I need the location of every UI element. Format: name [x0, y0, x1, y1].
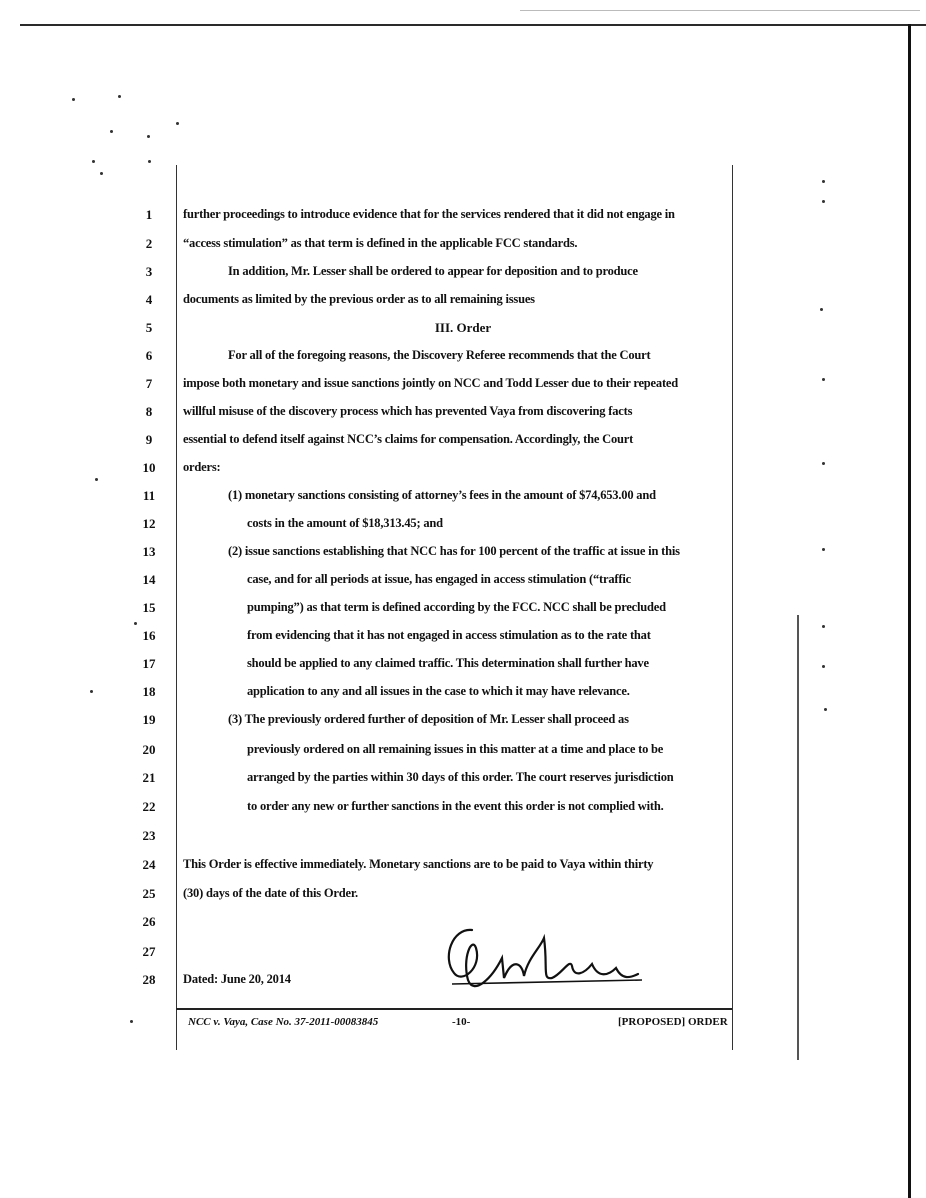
- scan-speck: [820, 308, 823, 311]
- body-line: For all of the foregoing reasons, the Discovery Referee recommends that the Court: [228, 348, 651, 362]
- line-number: 22: [142, 799, 156, 814]
- scan-speck: [176, 122, 179, 125]
- scan-right-border: [908, 24, 911, 1198]
- scan-speck: [110, 130, 113, 133]
- body-line: application to any and all issues in the case to which it may have relevance.: [247, 684, 630, 698]
- body-line: to order any new or further sanctions in the event this order is not complied with.: [247, 799, 664, 813]
- scan-speck: [822, 462, 825, 465]
- scan-speck: [148, 160, 151, 163]
- footer-document-title: [PROPOSED] ORDER: [618, 1016, 728, 1028]
- scan-speck: [822, 625, 825, 628]
- line-number: 24: [142, 857, 156, 872]
- line-number: 18: [142, 684, 156, 699]
- line-number: 6: [145, 348, 153, 363]
- scan-speck: [822, 665, 825, 668]
- line-number: 11: [142, 488, 156, 503]
- body-line: (30) days of the date of this Order.: [183, 886, 358, 900]
- scan-speck: [118, 95, 121, 98]
- order-item-1: (1) monetary sanctions consisting of attorney’s fees in the amount of $74,653.00 and: [228, 488, 656, 502]
- scan-speck: [822, 180, 825, 183]
- body-line: previously ordered on all remaining issues in this matter at a time and place to be: [247, 742, 664, 756]
- line-number: 14: [142, 572, 156, 587]
- order-item-2: (2) issue sanctions establishing that NCC has for 100 percent of the traffic at issue in this: [228, 544, 680, 558]
- scan-top-border: [20, 24, 926, 26]
- body-line: This Order is effective immediately. Monetary sanctions are to be paid to Vaya within thirty: [183, 857, 654, 871]
- body-line: willful misuse of the discovery process which has prevented Vaya from discovering facts: [183, 404, 633, 418]
- scan-artifact-stripe: [797, 615, 799, 1060]
- line-number: 15: [142, 600, 156, 615]
- line-number: 8: [145, 404, 153, 419]
- line-number: 10: [142, 460, 156, 475]
- line-number: 26: [142, 914, 156, 929]
- line-number: 4: [145, 292, 153, 307]
- scan-speck: [130, 1020, 133, 1023]
- body-line: documents as limited by the previous order as to all remaining issues: [183, 292, 535, 306]
- line-number: 7: [145, 376, 153, 391]
- body-line: orders:: [183, 460, 221, 474]
- body-line: impose both monetary and issue sanctions jointly on NCC and Todd Lesser due to their repeated: [183, 376, 679, 390]
- footer-rule: [176, 1008, 732, 1010]
- scan-speck: [72, 98, 75, 101]
- body-line: costs in the amount of $18,313.45; and: [247, 516, 443, 530]
- body-line: essential to defend itself against NCC’s claims for compensation. Accordingly, the Court: [183, 432, 634, 446]
- line-number: 12: [142, 516, 156, 531]
- body-line: further proceedings to introduce evidence that for the services rendered that it did not engage in: [183, 207, 675, 221]
- scan-speck: [822, 378, 825, 381]
- scan-speck: [95, 478, 98, 481]
- line-number: 28: [142, 972, 156, 987]
- left-margin-rule: [176, 165, 177, 1050]
- line-number: 25: [142, 886, 156, 901]
- body-line: case, and for all periods at issue, has engaged in access stimulation (“traffic: [247, 572, 631, 586]
- line-number: 19: [142, 712, 156, 727]
- body-line: pumping”) as that term is defined according by the FCC. NCC shall be precluded: [247, 600, 666, 614]
- dated-line: Dated: June 20, 2014: [183, 972, 291, 986]
- line-number: 20: [142, 742, 156, 757]
- line-number: 17: [142, 656, 156, 671]
- scan-speck: [824, 708, 827, 711]
- scan-speck: [822, 548, 825, 551]
- line-number: 3: [145, 264, 153, 279]
- line-number: 9: [145, 432, 153, 447]
- order-item-3: (3) The previously ordered further of deposition of Mr. Lesser shall proceed as: [228, 712, 629, 726]
- section-heading: III. Order: [434, 320, 492, 335]
- line-number: 13: [142, 544, 156, 559]
- body-line: from evidencing that it has not engaged in access stimulation as to the rate that: [247, 628, 651, 642]
- line-number: 21: [142, 770, 156, 785]
- scan-speck: [147, 135, 150, 138]
- scan-speck: [100, 172, 103, 175]
- footer-caption: NCC v. Vaya, Case No. 37-2011-00083845: [188, 1016, 379, 1028]
- scan-speck: [90, 690, 93, 693]
- body-line: In addition, Mr. Lesser shall be ordered to appear for deposition and to produce: [228, 264, 638, 278]
- line-number: 5: [145, 320, 153, 335]
- line-number: 2: [145, 236, 153, 251]
- body-line: “access stimulation” as that term is defined in the applicable FCC standards.: [183, 236, 578, 250]
- right-margin-rule: [732, 165, 733, 1050]
- line-number: 1: [145, 207, 153, 222]
- footer-page-number: -10-: [452, 1016, 471, 1028]
- scan-edge-line: [520, 10, 920, 11]
- line-number: 16: [142, 628, 156, 643]
- scan-speck: [822, 200, 825, 203]
- body-line: arranged by the parties within 30 days of this order. The court reserves jurisdiction: [247, 770, 674, 784]
- body-line: should be applied to any claimed traffic. This determination shall further have: [247, 656, 649, 670]
- line-number: 27: [142, 944, 156, 959]
- scan-speck: [92, 160, 95, 163]
- judge-signature: [432, 918, 652, 998]
- scan-speck: [134, 622, 137, 625]
- line-number: 23: [142, 828, 156, 843]
